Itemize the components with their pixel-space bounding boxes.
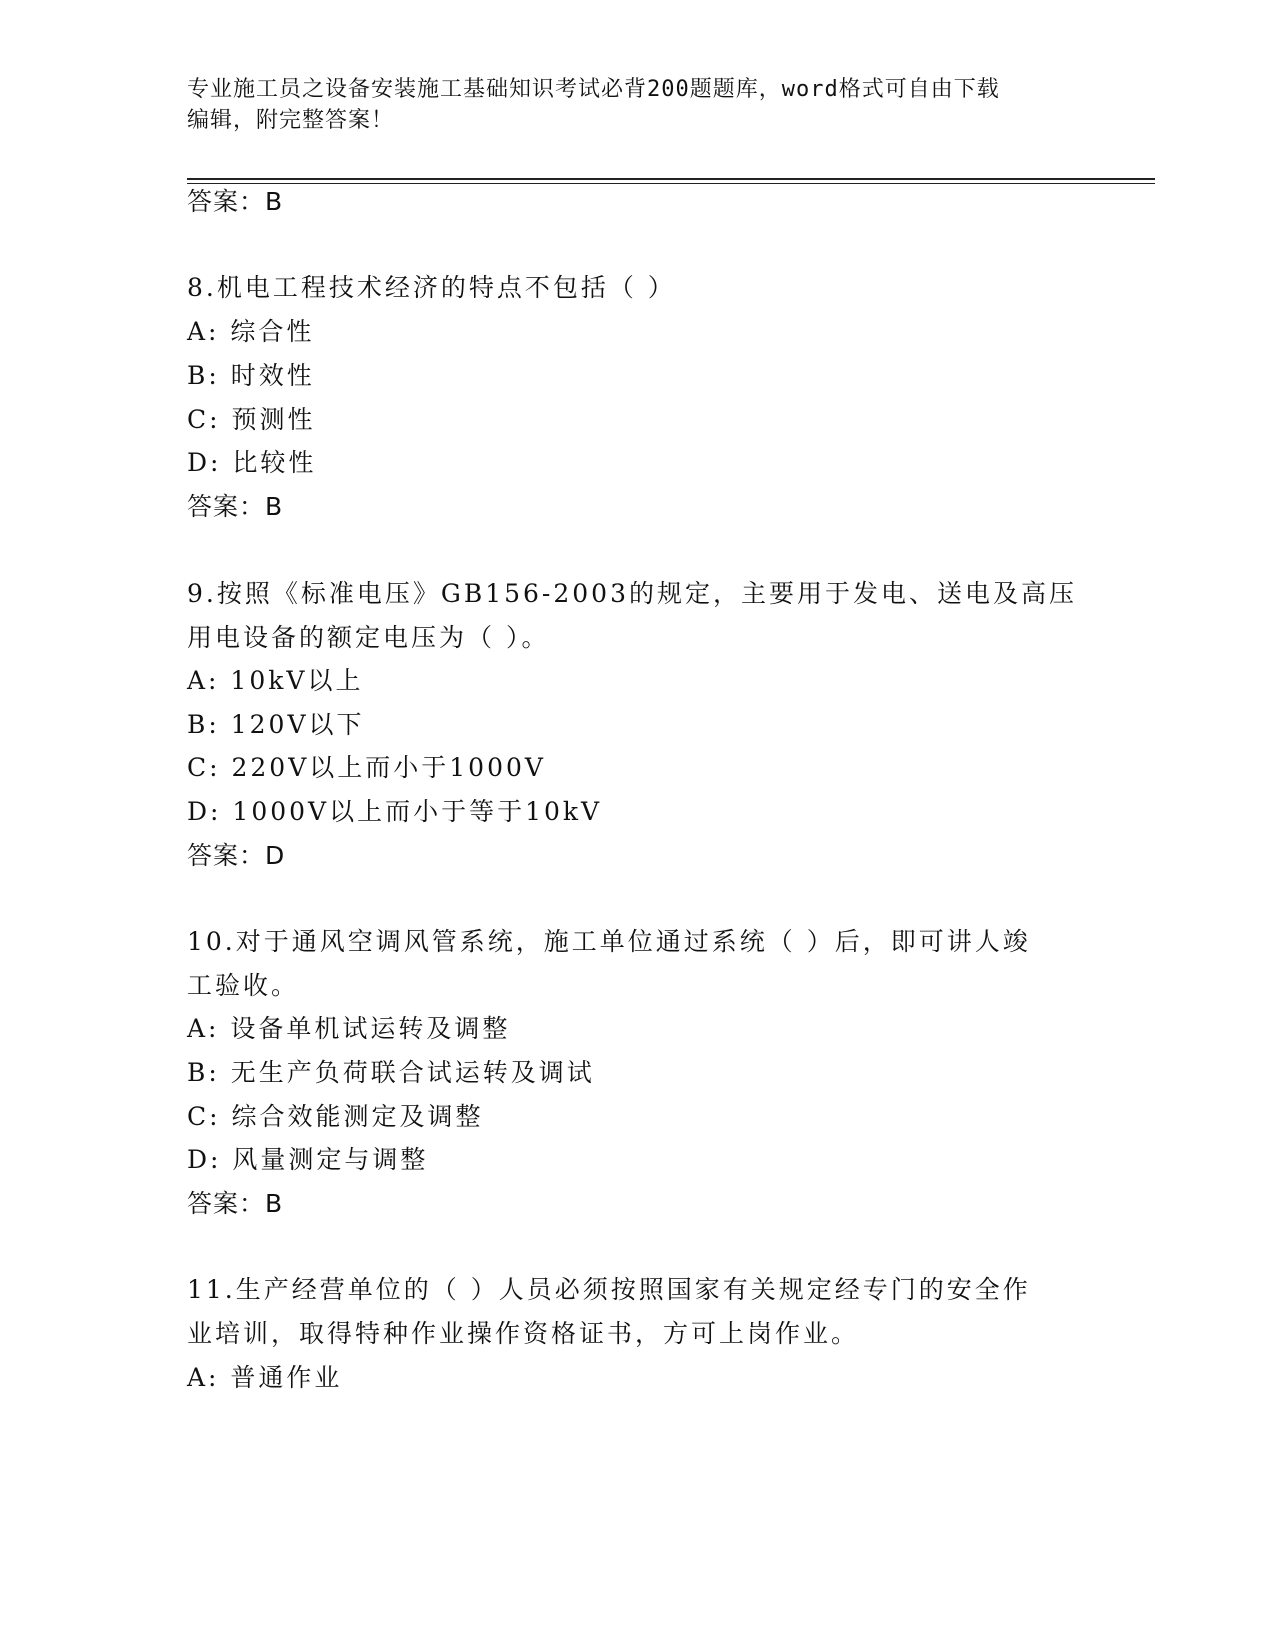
question-10-option-c: C: 综合效能测定及调整 <box>187 1102 484 1131</box>
question-8-option-b: B: 时效性 <box>187 361 315 390</box>
document-header <box>187 74 1067 136</box>
question-11-stem-line-2: 业培训，取得特种作业操作资格证书，方可上岗作业。 <box>187 1319 860 1348</box>
header-line-2: 编辑，附完整答案！ <box>187 108 395 133</box>
header-divider <box>187 178 1155 180</box>
question-10-stem-line-2: 工验收。 <box>187 971 300 1000</box>
answer-line: 答案：B <box>187 187 284 216</box>
question-8-stem: 8.机电工程技术经济的特点不包括（ ） <box>187 273 676 302</box>
question-9-answer: 答案：D <box>187 841 286 870</box>
question-8-option-d: D: 比较性 <box>187 448 317 477</box>
question-9-stem-line-2: 用电设备的额定电压为（ ）。 <box>187 623 550 652</box>
question-11-option-a: A: 普通作业 <box>187 1363 343 1392</box>
question-10-option-b: B: 无生产负荷联合试运转及调试 <box>187 1058 595 1087</box>
question-10-answer: 答案：B <box>187 1189 284 1218</box>
question-8-option-c: C: 预测性 <box>187 405 316 434</box>
question-10-option-d: D: 风量测定与调整 <box>187 1145 429 1174</box>
question-11-stem-line-1: 11.生产经营单位的（ ）人员必须按照国家有关规定经专门的安全作 <box>187 1275 1031 1304</box>
question-9-option-d: D: 1000V以上而小于等于10kV <box>187 797 603 826</box>
question-9-stem-line-1: 9.按照《标准电压》GB156-2003的规定，主要用于发电、送电及高压 <box>187 579 1077 608</box>
header-divider-thin <box>187 183 1155 184</box>
question-8-option-a: A: 综合性 <box>187 317 315 346</box>
question-9-option-b: B: 120V以下 <box>187 710 365 739</box>
header-line-1: 专业施工员之设备安装施工基础知识考试必背200题题库，word格式可自由下载 <box>187 77 1000 102</box>
question-10-option-a: A: 设备单机试运转及调整 <box>187 1014 511 1043</box>
question-8-answer: 答案：B <box>187 492 284 521</box>
question-10-stem-line-1: 10.对于通风空调风管系统，施工单位通过系统（ ）后，即可讲人竣 <box>187 927 1031 956</box>
question-9-option-a: A: 10kV以上 <box>187 666 364 695</box>
question-9-option-c: C: 220V以上而小于1000V <box>187 753 546 782</box>
